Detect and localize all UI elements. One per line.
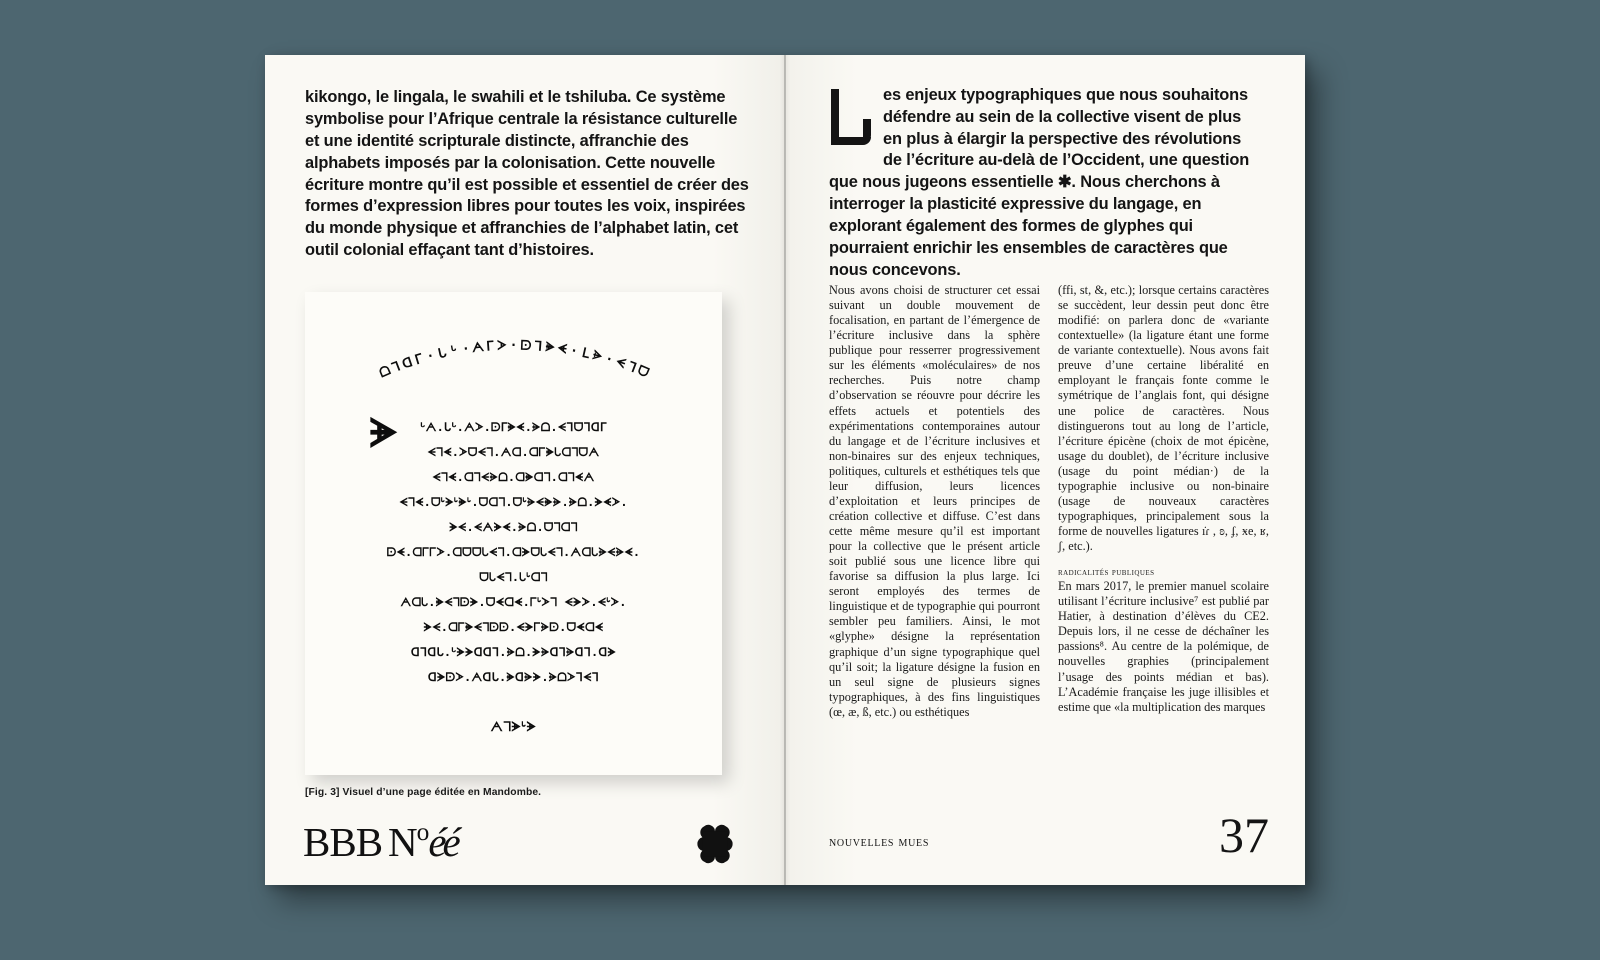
- mandombe-arc-glyph: ·: [509, 338, 518, 354]
- mandombe-arc-glyph: ᒪ: [580, 345, 591, 362]
- mandombe-glyph-line: ᗕᒣᗛ.ᗡᒣᗕᗓᗝ.ᗡᗙᗡᒣ.ᗡᒣᗛᗅ: [432, 470, 595, 484]
- mandombe-arc-glyph: ᗛ: [555, 341, 568, 358]
- mandombe-arc-glyph: ᒥ: [412, 351, 425, 369]
- mandombe-arc-glyph: ·: [460, 341, 471, 358]
- mandombe-arc-glyph: ·: [424, 348, 436, 365]
- body-column-2: [1058, 283, 1269, 773]
- body-paragraph: Nous avons choisi de structurer cet essai suivant un double mouvement de focalisation, en partant de l’émergence de l’écriture inclusive dans la sphère publique pour resserrer progressivement sur les éléments «moléculaires» de nos recherches. Puis notre champ d’observation se réouvre pour décrire les effets actuels et potentiels des expérimentations contemporaines autour du langage et de l’écriture inclusives et non-binaires sur des enjeux techniques, politiques, culturels et esthétiques tels que leur diffusion, leurs licences d’exploitation et leurs principes de création collective et diffuse. C’est dans cette même mesure qu’il est important pour la collective que le présent article soit publié sous une licence libre qui favorise sa diffusion la plus large. Ici seront employés des termes de linguistique et de typographie qui pourront sembler peu familiers. Ainsi, le mot «glyphe» désigne la représentation graphique d’un signe typographique quel qu’il soit; la ligature désigne la fusion en un seul signe de plusieurs signes typographiques, à des fins linguistiques (œ, æ, ß, etc.) ou esthétiques: [829, 283, 1040, 719]
- mandombe-arc-glyph: ·: [602, 351, 615, 369]
- mandombe-artwork: [305, 292, 722, 775]
- body-paragraph: En mars 2017, le premier manuel scolaire utilisant l’écriture inclusive⁷ est publié par Hatier, à destination d’élèves du CE2. Depuis lors, il ne cesse de déchaîner les passions⁸. Au centre de la polémique, de nouvelles graphies (principalement l’usage des points médian et bas). L’Académie française les juge illisibles et estime que «la multiplication des marques: [1058, 579, 1269, 714]
- body-columns: [829, 283, 1269, 773]
- section-heading-radicalites-publiques: radicalités publiques: [1058, 567, 1155, 579]
- imprint-logo-ordinal: o: [416, 818, 429, 846]
- mandombe-arc-glyph: ᗙ: [544, 340, 556, 356]
- mandombe-glyph-line: ᒡᗅ.ᒐᒡ.ᗅᗆ.ᗠᒥᗙᗛ.ᗓᗝ.ᗕᒣᗜᒣᗡᒥ: [420, 420, 607, 434]
- mandombe-initial-glyph: ᗘ: [369, 411, 399, 457]
- mandombe-arc-glyph: ᗠ: [519, 338, 532, 354]
- imprint-logo-ee: éé: [428, 818, 457, 865]
- mandombe-arc-glyph: ᒣ: [624, 359, 638, 377]
- mandombe-glyph-line: ᗠᗛ.ᗡᒥᒥᗆ.ᗡᗜᗜᒐᗕᒣ.ᗡᗘᗜᒐᗕᒣ.ᗅᗡᒐᗓᗕᗓᗛ.: [386, 545, 641, 559]
- left-page: [265, 55, 785, 885]
- mandombe-arc-glyph: ᗕ: [613, 355, 627, 373]
- mandombe-glyph-line: ᗕᒣᗛ.ᗆᗜᗕᒣ.ᗅᗡ.ᗡᒥᗙᒐᗡᒣᗜᗅ: [427, 445, 600, 459]
- page-number: 37: [1219, 807, 1269, 863]
- mandombe-arc-glyph: ᒣ: [533, 339, 543, 355]
- lead-paragraph: kikongo, le lingala, le swahili et le tshiluba. Ce système symbolise pour l’Afrique centrale la résistance culturelle et une identité scripturale distincte, affranchie des alphabets imposés par la colonisation. Cette nouvelle écriture montre qu’il est possible et essentiel de créer des formes d’expression libres pour toutes les voix, inspirées du monde physique et affranchies de l’alphabet latin, cet outil colonial effaçant tant d’histoires.: [305, 88, 749, 260]
- dropcap-letter-l: [829, 89, 877, 152]
- left-page-footer: [303, 820, 747, 866]
- book-spine: [784, 55, 786, 885]
- body-paragraph: (ffi, st, &, etc.); lorsque certains caractères se succèdent, leur dessin peut donc être modifié: on parlera donc de «variante contextuelle» (la ligature étant une forme de variante contextuelle). Nous avons fait preuve d’une certaine libéralité en employant le français fonte comme le symétrique de l’anglais font, qui désigne une police de caractères. Nous distinguerons tout au long de l’article, l’écriture épicène (choix de mot épicène, usage du doublet), de l’écriture inclusive (usage du point médian·) de la typographie inclusive ou non-binaire (usage de nouveaux caractères typographiques, principalement sous la forme de nouvelles ligatures ı̇ɾ , ʚ, ʄ, ӿe, ʁ, ʃ, etc.).: [1058, 283, 1269, 554]
- book-spread: [265, 55, 1305, 885]
- mandombe-arc-glyph: ᗝ: [376, 363, 393, 382]
- imprint-logo-bbb: BBB: [303, 818, 383, 865]
- body-column-1: [829, 283, 1040, 773]
- right-page: [785, 55, 1305, 885]
- mandombe-glyph-line: ᗡᗘᗠᗆ.ᗅᗡᒐ.ᗙᗡᗓᗘ.ᗓᗝᗆᒣᗕᒣ: [427, 670, 600, 684]
- mandombe-glyph-line: ᗘᗕ.ᗕᗅᗘᗛ.ᗓᗝ.ᗜᒣᗡᒣ: [449, 520, 578, 534]
- mandombe-arc-glyph: ᗆ: [496, 338, 507, 354]
- mandombe-glyph-line: ᗡᒣᗡᒐ.ᒡᗘᗘᗡᗡᒣ.ᗓᗝ.ᗘᗓᗡᒣᗓᗡᒣ.ᗡᗘ: [410, 645, 617, 659]
- mandombe-glyph-line: ᗅᗡᒐ.ᗙᗕᒣᗠᗘ.ᗜᗛᗡᗛ.ᒥᒡᗆᒣ ᗕᗘᗆ.ᗕᒡᗆ.: [400, 595, 627, 609]
- mandombe-signature-glyphs: ᗅᒣᗘᒡᗘ: [490, 720, 537, 735]
- mandombe-glyph-line: ᗜᒐᗕᒣ.ᒐᒡᗡᒣ: [479, 570, 548, 584]
- right-page-footer: [829, 807, 1269, 866]
- mandombe-arc-glyph: ᒐ: [436, 345, 448, 363]
- clover-mark-icon: [693, 823, 737, 865]
- mandombe-arc-glyph: ᒥ: [485, 339, 494, 355]
- figure-mandombe-specimen: [305, 292, 722, 775]
- mandombe-arc-glyph: ᒣ: [389, 359, 403, 377]
- mandombe-glyph-line: ᗕᒣᗛ.ᗜᒡᗘᒡᗙᒡ.ᗜᗡᒣ.ᗜᒡᗓᗕᗙᗓ.ᗓᗝ.ᗘᗛᗆ.: [399, 495, 628, 509]
- mandombe-arc-glyph: ·: [568, 343, 579, 360]
- imprint-logo: [303, 820, 457, 863]
- running-title: nouvelles mues: [829, 834, 930, 850]
- intro-text: es enjeux typographiques que nous souhaitons défendre au sein de la collective visent de plus en plus à élargir la perspective des révolutions de l’écriture au-delà de l’Occident, une question que nous jugeons essentielle ✱. Nous cherchons à interroger la plasticité expressive du langage, en explorant également des formes de glyphes qui pourraient enrichir les ensembles de caractères que nous concevons.: [829, 86, 1250, 279]
- mandombe-arc-glyph: ᒡ: [449, 343, 458, 360]
- mandombe-arc-glyph: ᗡ: [399, 354, 415, 373]
- mandombe-arc-glyph: ᗅ: [470, 339, 485, 357]
- imprint-logo-n: N: [388, 818, 417, 865]
- figure-caption: [Fig. 3] Visuel d’une page éditée en Mandombe.: [305, 787, 542, 798]
- mandombe-glyph-line: ᗘᗕ.ᗡᒥᗙᗕᒣᗠᗠ.ᗕᗘᒥᗓᗠ.ᗜᗛᗡᗛ: [423, 620, 604, 634]
- mandombe-arc-glyph: ᗓ: [590, 348, 604, 366]
- mandombe-arc-text: [305, 318, 722, 390]
- intro-paragraph: [829, 85, 1261, 281]
- mandombe-arc-glyph: ᗜ: [634, 363, 651, 382]
